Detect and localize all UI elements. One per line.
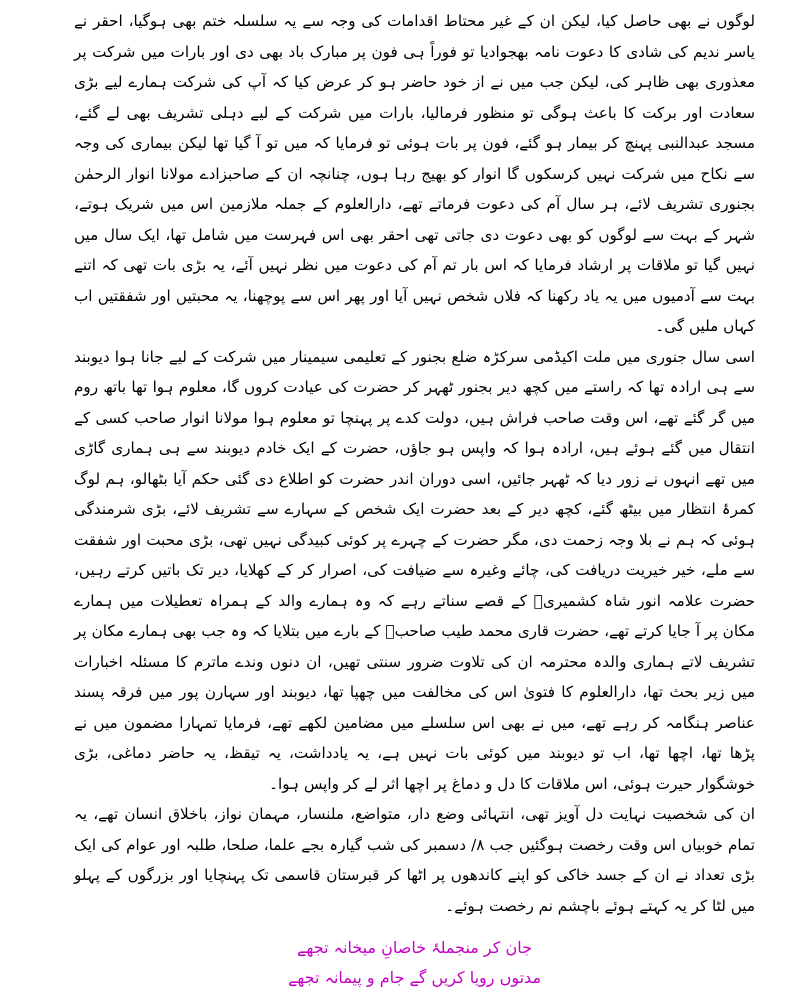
body-paragraph-3: ان کی شخصیت نہایت دل آویز تھی، انتہائی وضع دار، متواضع، ملنسار، مہمان نواز، باخلاق انسان تھے، یہ تمام خوبیاں اس وقت رخصت ہوگئیں جب ۸/ دسمبر کی شب گیارہ بجے علما، صلحا، طلبہ اور عوام کی ایک بڑی تعداد نے ان کے جسد خاکی کو اپنے کاندھوں پر اٹھا کر قبرستان قاسمی تک پہنچایا اور بزرگوں کے پہلو میں لٹا کر یہ کہتے ہوئے باچشم نم رخصت ہوئے۔ (74, 805, 756, 915)
body-paragraph-1: لوگوں نے بھی حاصل کیا، لیکن ان کے غیر محتاط اقدامات کی وجہ سے یہ سلسلہ ختم بھی ہوگیا، احقر نے یاسر ندیم کی شادی کا دعوت نامہ بھجوادیا تو فوراً ہی فون پر مبارک باد بھی دی اور بارات میں شرکت پر معذوری بھی ظاہر کی، لیکن جب میں نے از خود حاضر ہو کر عرض کیا کہ آپ کی شرکت ہمارے لیے بڑی سعادت اور برکت کا باعث ہوگی تو منظور فرمالیا، بارات میں شرکت کے لیے دہلی تشریف بھی لے گئے، مسجد عبدالنبی پہنچ کر بیمار ہو گئے، فون پر بات ہوئی تو فرمایا کہ میں تو آ گیا تھا لیکن بیماری کی وجہ سے نکاح میں شرکت نہیں کرسکوں گا انوار کو بھیج رہا ہوں، چنانچہ ان کے صاحبزادے مولانا انوار الرحمٰن بجنوری تشریف لائے، ہر سال آم کی دعوت فرماتے تھے، دارالعلوم کے جملہ ملازمین اس میں شریک ہوتے، شہر کے بہت سے لوگوں کو بھی دعوت دی جاتی تھی احقر بھی اس فہرست میں شامل تھا، ایک سال میں نہیں گیا تو ملاقات پر ارشاد فرمایا کہ اس بار تم آم کی دعوت میں نظر نہیں آئے، یہ بڑی بات تھی کہ اتنے بہت سے آدمیوں میں یہ یاد رکھنا کہ فلاں شخص نہیں آیا اور پھر اس سے پوچھنا، یہ محبتیں اور شفقتیں اب کہاں ملیں گی۔ (74, 12, 755, 335)
verse-line-1: جان کر منجملۂ خاصانِ میخانہ تجھے (297, 938, 532, 957)
verse-line-2: مدتوں رویا کریں گے جام و پیمانہ تجھے (287, 968, 542, 987)
body-paragraph-2: اسی سال جنوری میں ملت اکیڈمی سرکڑہ ضلع بجنور کے تعلیمی سیمینار میں شرکت کے لیے جانا ہوا دیوبند سے ہی ارادہ تھا کہ راستے میں کچھ دیر بجنور ٹھہر کر حضرت کی عیادت کروں گا، معلوم ہوا تھا باتھ روم میں گر گئے تھے، اس وقت صاحب فراش ہیں، دولت کدے پر پہنچا تو معلوم ہوا مولانا انوار صاحب کسی کے انتقال میں گئے ہوئے ہیں، ارادہ ہوا کہ واپس ہو جاؤں، حضرت کے ایک خادم دیوبند سے ہی ہماری گاڑی میں تھے انہوں نے زور دیا کہ ٹھہر جائیں، اسی دوران اندر حضرت کو اطلاع دی گئی حکم آیا بٹھالو، ہم لوگ کمرۂ انتظار میں بیٹھ گئے، کچھ دیر کے بعد حضرت ایک شخص کے سہارے سے تشریف لائے، بڑی شرمندگی ہوئی کہ ہم نے بلا وجہ زحمت دی، مگر حضرت کے چہرے پر کوئی کبیدگی نہیں تھی، بڑی محبت اور شفقت سے ملے، خیر خیریت دریافت کی، چائے وغیرہ سے ضیافت کی، اصرار کر کے کھلایا، دیر تک باتیں کرتے رہیں، حضرت علامہ انور شاہ کشمیریؒ کے قصے سناتے رہے کہ وہ ہمارے والد کے ہمراہ تعطیلات میں ہمارے مکان پر آ جایا کرتے تھے، حضرت قاری محمد طیب صاحبؒ کے بارے میں بتلایا کہ وہ جب بھی ہمارے مکان پر تشریف لاتے ہماری والدہ محترمہ ان کی تلاوت ضرور سنتی تھیں، ان دنوں وندے ماترم کا مسئلہ اخبارات میں زیر بحث تھا، دارالعلوم کا فتویٰ اس کی مخالفت میں چھپا تھا، دیوبند اور سہارن پور میں فرقہ پسند عناصر ہنگامہ کر رہے تھے، میں نے بھی اس سلسلے میں مضامین لکھے تھے، فرمایا تمہارا مضمون میں نے پڑھا تھا، اچھا تھا، اب تو دیوبند میں کوئی بات نہیں ہے، یہ یادداشت، یہ تیقظ، یہ حاضر دماغی، بڑی خوشگوار حیرت ہوئی، اس ملاقات کا دل و دماغ پر اچھا اثر لے کر واپس ہوا۔ (74, 347, 755, 793)
closing-verse (74, 933, 755, 993)
